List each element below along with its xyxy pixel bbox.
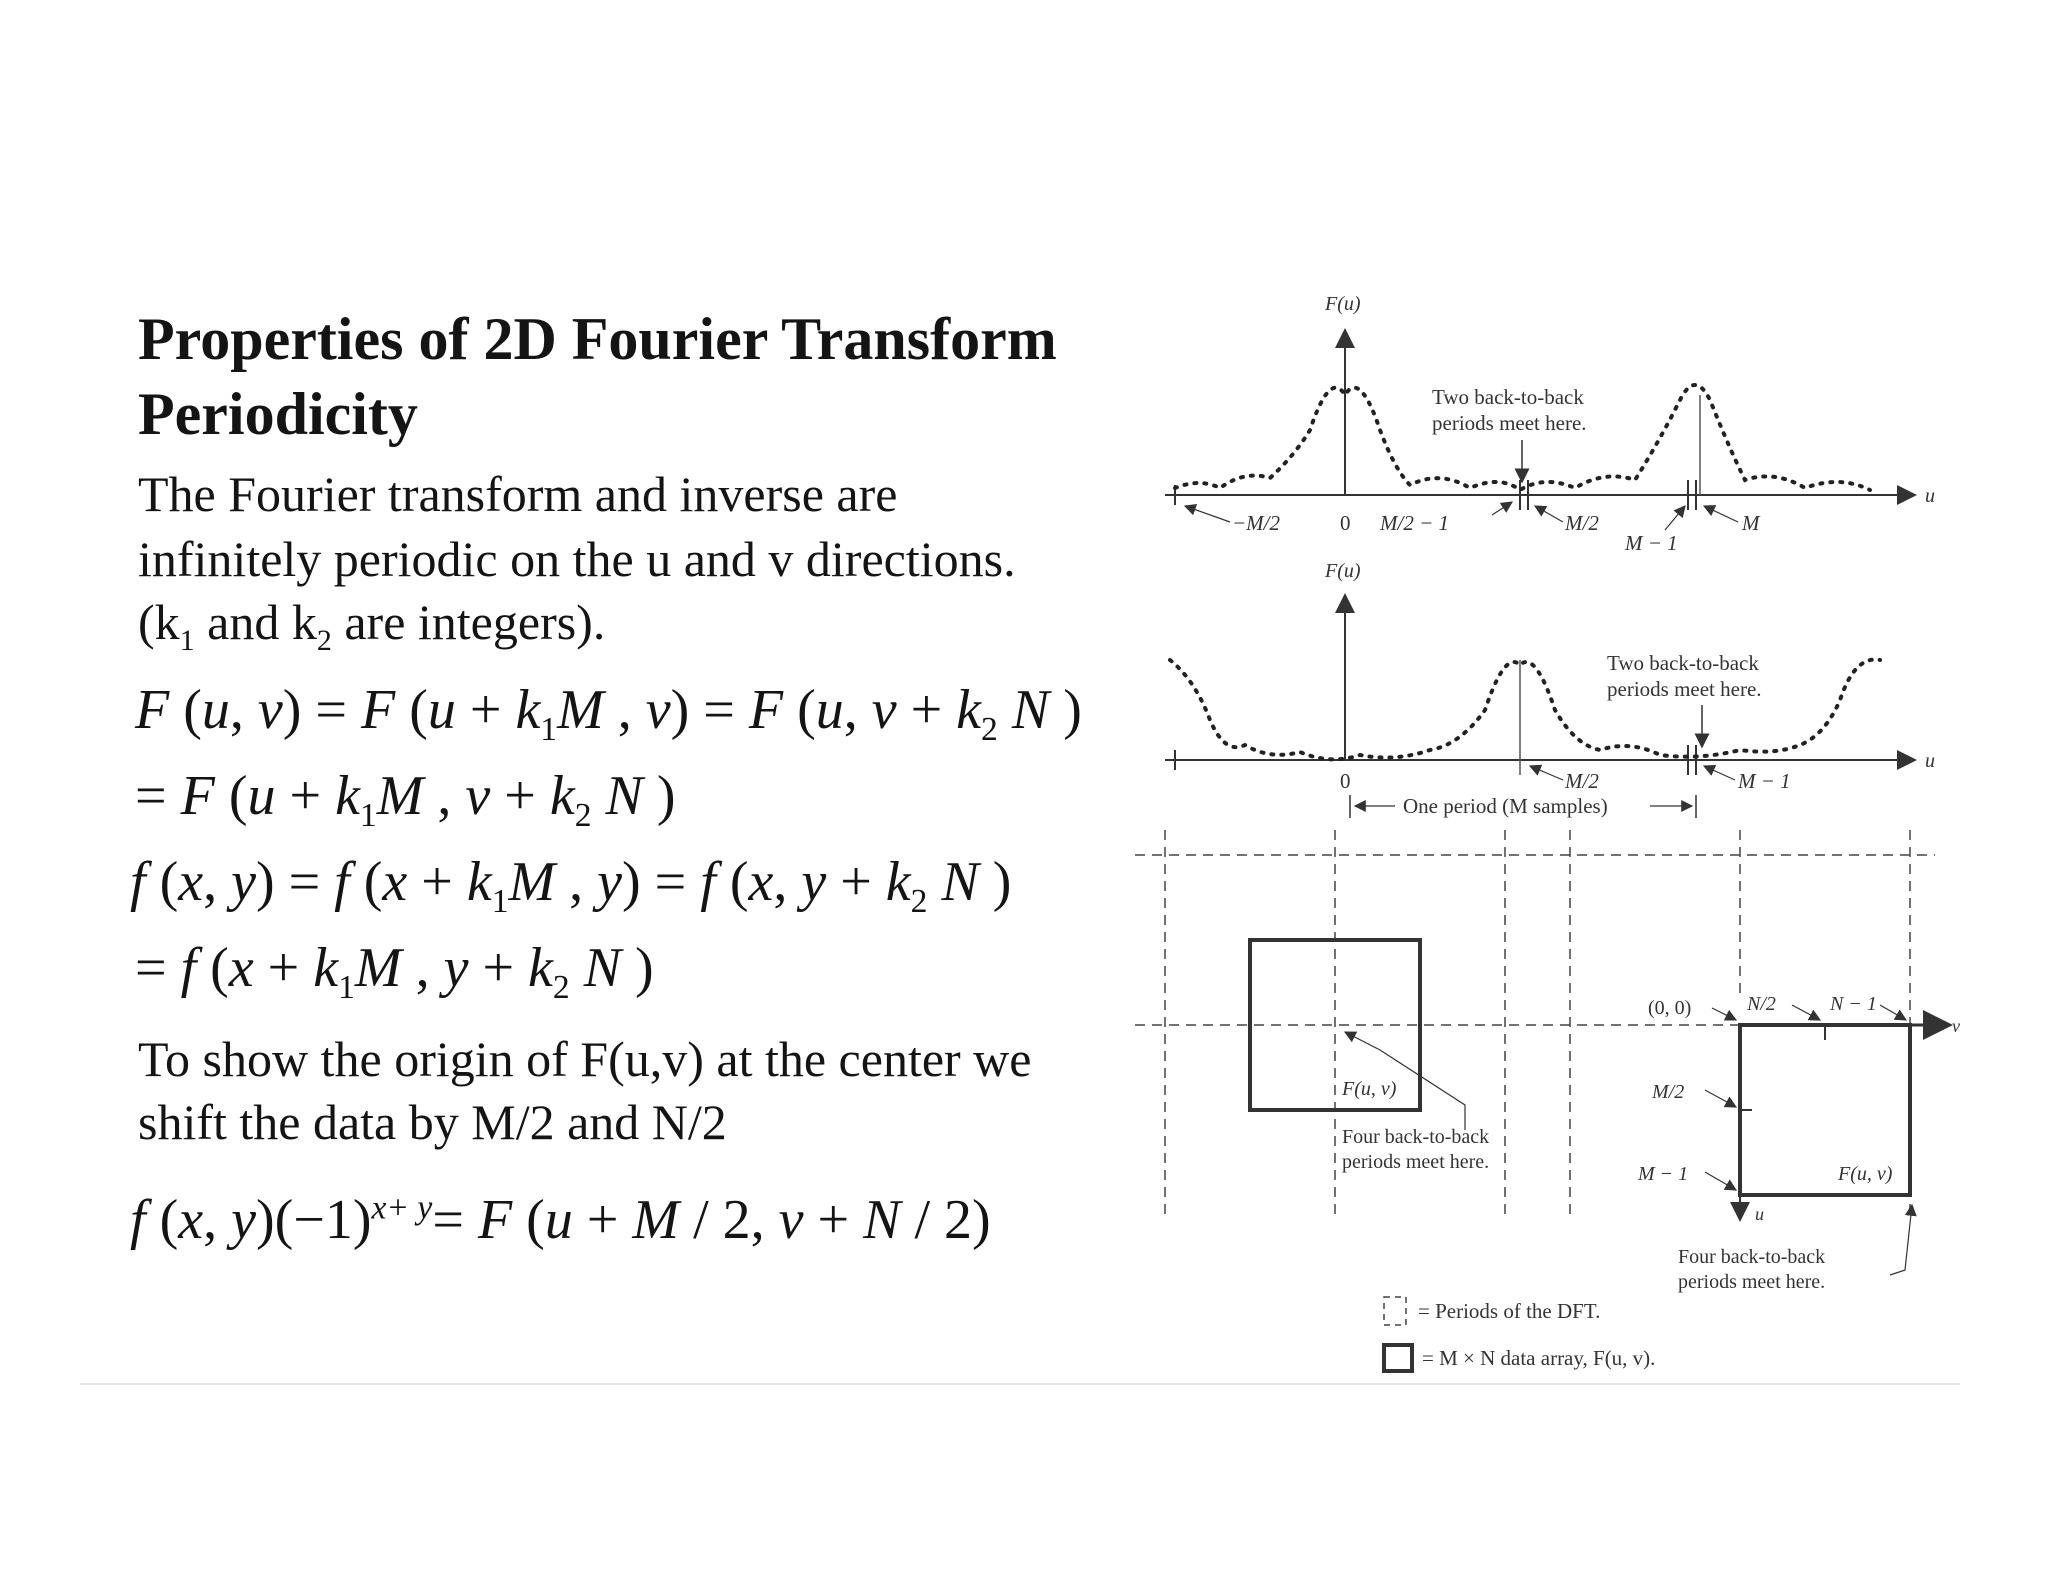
tick-label: M − 1 (1625, 531, 1678, 555)
axis-label: u (1755, 1204, 1764, 1224)
text-fragment: are integers). (331, 594, 606, 650)
top-label: N − 1 (1830, 993, 1877, 1015)
middle-plot (1165, 560, 1935, 818)
paragraph-line: infinitely periodic on the u and v directions. (138, 531, 1016, 587)
legend-dashed-swatch (1384, 1297, 1406, 1325)
paragraph-line: shift the data by M/2 and N/2 (138, 1094, 727, 1150)
slide-title: Properties of 2D Fourier Transform (138, 306, 1057, 372)
equation-4: = f ($x + k_1M$ , $y + k_2$ N ) (135, 937, 654, 1007)
legend (1384, 1297, 1655, 1371)
legend-label: = Periods of the DFT. (1418, 1299, 1601, 1323)
legend-label: = M × N data array, F(u, v). (1422, 1346, 1656, 1370)
axis-label: v (1952, 1016, 1960, 1036)
paragraph-line: To show the origin of F(u,v) at the center we (138, 1031, 1032, 1087)
box-label: F(u, v) (1838, 1163, 1893, 1185)
box-label: F(u, v) (1342, 1078, 1397, 1100)
origin-label: (0, 0) (1648, 997, 1692, 1019)
tick-label: 0 (1340, 511, 1351, 535)
y-label: F(u) (1325, 293, 1361, 315)
annotation: Two back-to-back (1607, 651, 1759, 675)
footer-divider (80, 1383, 1960, 1385)
axis-label: u (1925, 485, 1935, 507)
dotted-curve (1170, 660, 1880, 760)
equation-3: f (x, y) = f ($x + k_1M$ , y) = f (x, $y + k_2$ N ) (130, 851, 1012, 921)
bottom-plot (1135, 830, 1960, 1293)
y-label: F(u) (1325, 560, 1361, 582)
legend-solid-swatch (1384, 1345, 1412, 1371)
annotation: periods meet here. (1432, 411, 1587, 435)
annotation: periods meet here. (1607, 677, 1762, 701)
annotation: Four back-to-back (1342, 1126, 1490, 1148)
paragraph-line: The Fourier transform and inverse are (138, 466, 898, 522)
text-fragment: (k (138, 594, 180, 650)
tick-label: −M/2 (1232, 511, 1280, 535)
subscript: 2 (316, 624, 332, 657)
equation-1: F (u, v) = F ($u + k_1M$ , v) = F (u, $v + k_2$ N ) (135, 679, 1082, 749)
equation-2: = F ($u + k_1M$ , $v + k_2$ N ) (135, 765, 676, 835)
side-label: M/2 (1652, 1081, 1685, 1103)
side-label: M − 1 (1638, 1163, 1689, 1185)
annotation: Two back-to-back (1432, 385, 1584, 409)
tick-label: M/2 (1565, 769, 1599, 793)
tick-label: M (1742, 511, 1760, 535)
tick-label: M/2 (1565, 511, 1599, 535)
tick-label: 0 (1340, 769, 1351, 793)
annotation: periods meet here. (1678, 1271, 1826, 1293)
period-label: One period (M samples) (1403, 794, 1608, 818)
annotation: Four back-to-back (1678, 1246, 1826, 1268)
annotation: periods meet here. (1342, 1151, 1490, 1173)
top-label: N/2 (1747, 993, 1776, 1015)
tick-label: M/2 − 1 (1380, 511, 1449, 535)
axis-label: u (1925, 750, 1935, 772)
subscript: 1 (179, 624, 195, 657)
tick-label: M − 1 (1738, 769, 1791, 793)
slide-subtitle: Periodicity (138, 381, 418, 447)
text-fragment: and k (194, 594, 317, 650)
equation-5: f (x, $y)(-1)^{x+ y}= F$ (u + M / 2, v + N / 2) (130, 1189, 991, 1251)
top-plot (1165, 293, 1935, 555)
